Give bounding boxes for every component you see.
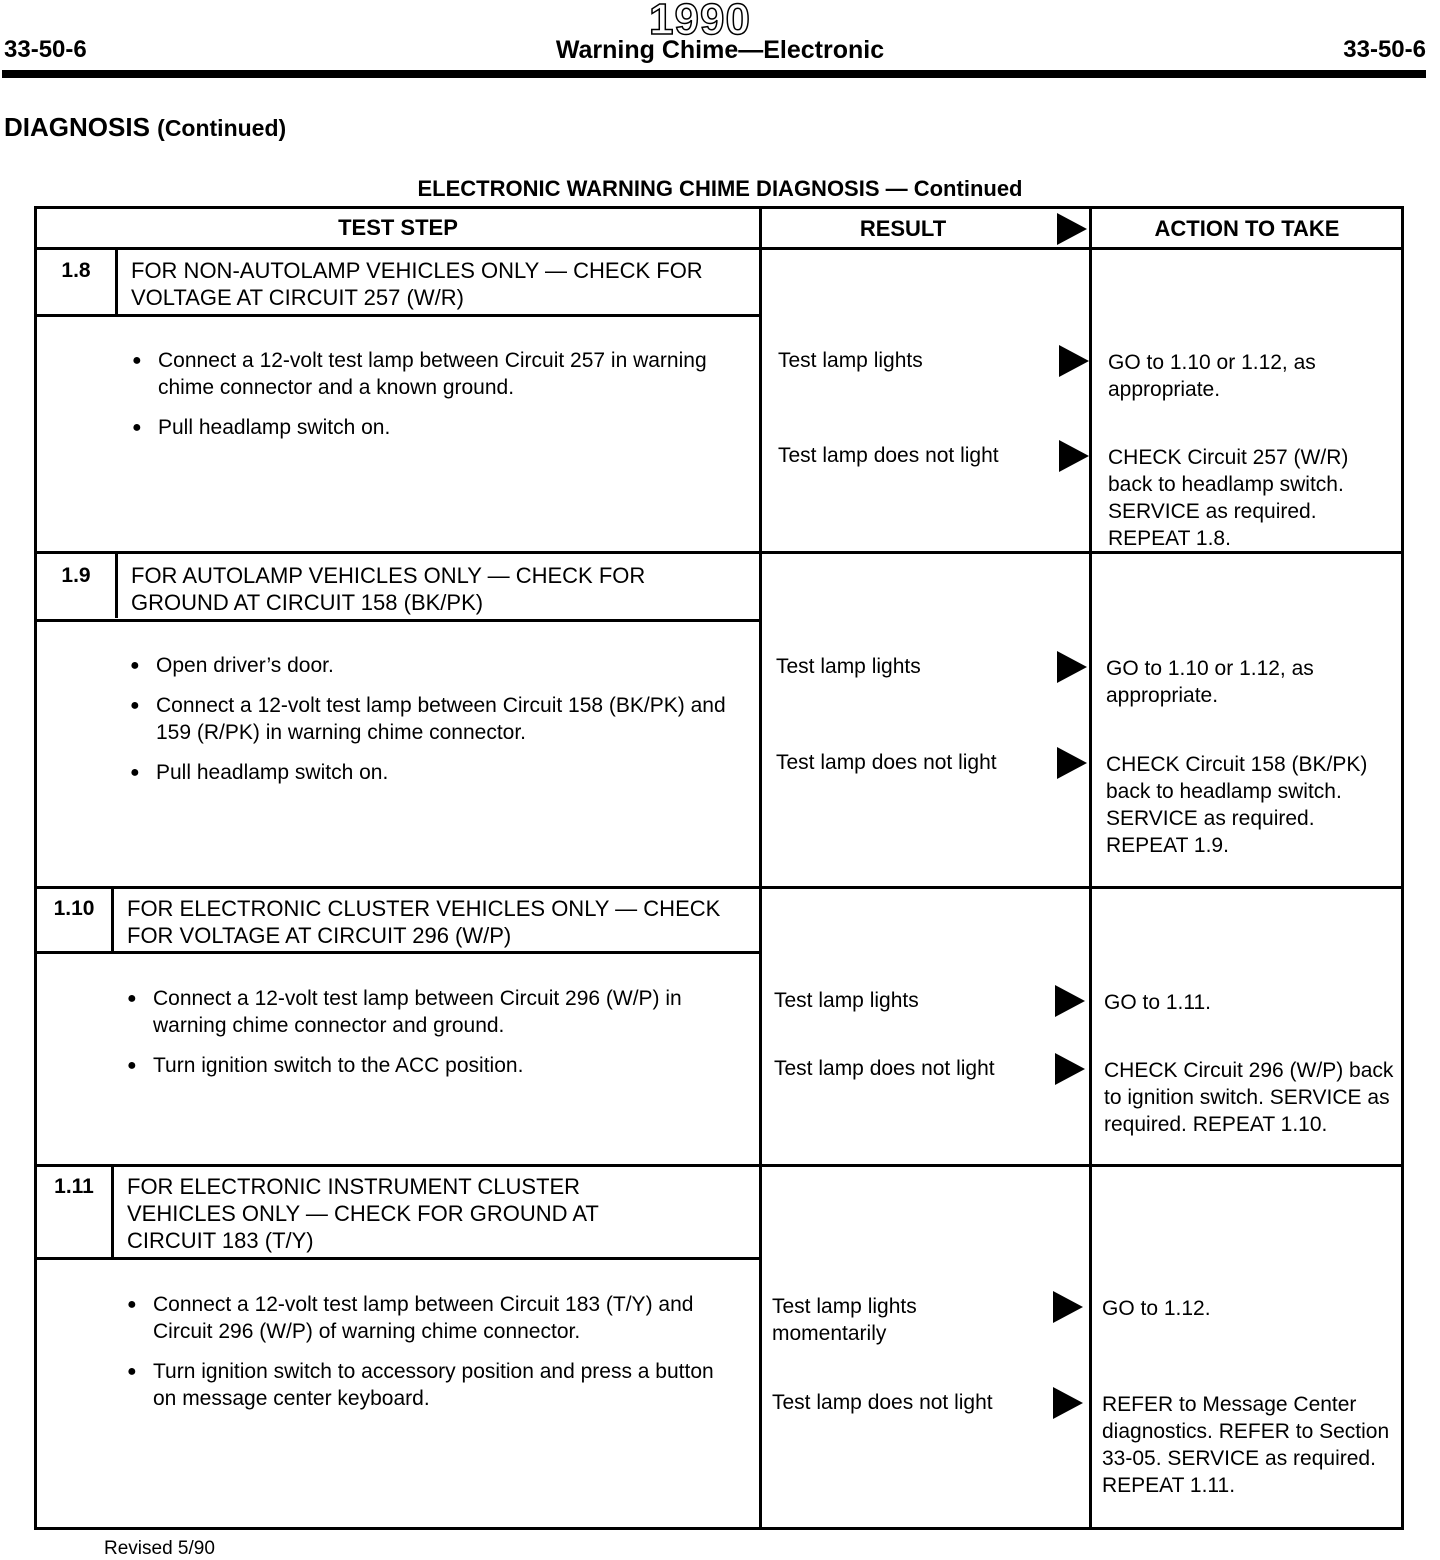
header-result: RESULT [859, 216, 947, 241]
result-arrow-icon [1059, 345, 1089, 377]
result-text: Test lamp does not light [778, 444, 999, 467]
action-text: CHECK Circuit 296 (W/P) back to ignition switch. SERVICE as required. REPEAT 1.10. [1104, 1059, 1394, 1136]
page-title: Warning Chime—Electronic [555, 36, 885, 64]
diagnosis-table [34, 206, 1404, 1530]
result-text: Test lamp lights [774, 989, 919, 1012]
action-text: GO to 1.12. [1102, 1297, 1211, 1320]
step-bullets [127, 1291, 737, 1425]
result-arrow-icon [1057, 747, 1087, 779]
step-bullet: ● Open driver’s door. [130, 652, 730, 679]
section-title: DIAGNOSIS [4, 112, 150, 142]
page-number-right: 33-50-6 [1343, 36, 1426, 63]
step-bullets [130, 652, 730, 799]
step-title-divider [37, 314, 759, 317]
result-arrow-icon [1059, 440, 1089, 472]
column-divider [1089, 209, 1092, 1527]
table-title: ELECTRONIC WARNING CHIME DIAGNOSIS — Continued [417, 176, 1023, 201]
header-arrow-icon [1057, 213, 1087, 245]
step-divider [37, 551, 1401, 554]
header-divider [37, 247, 1401, 250]
header-test-step: TEST STEP [338, 215, 458, 240]
step-bullet: ● Pull headlamp switch on. [130, 759, 730, 786]
result-text: Test lamp lights momentarily [772, 1295, 917, 1345]
step-title: FOR NON-AUTOLAMP VEHICLES ONLY — CHECK FOR VOLTAGE AT CIRCUIT 257 (W/R) [131, 258, 703, 310]
result-arrow-icon [1055, 1053, 1085, 1085]
step-bullet: ● Connect a 12-volt test lamp between Circuit 158 (BK/PK) and 159 (R/PK) in warning chime connector. [130, 692, 730, 746]
action-text: CHECK Circuit 257 (W/R) back to headlamp switch. SERVICE as required. REPEAT 1.8. [1108, 446, 1349, 550]
page-number-left: 33-50-6 [4, 36, 87, 63]
action-text: CHECK Circuit 158 (BK/PK) back to headlamp switch. SERVICE as required. REPEAT 1.9. [1106, 753, 1368, 857]
step-title: FOR ELECTRONIC CLUSTER VEHICLES ONLY — CHECK FOR VOLTAGE AT CIRCUIT 296 (W/P) [127, 896, 721, 948]
column-divider [759, 209, 762, 1527]
action-text: GO to 1.11. [1104, 991, 1211, 1014]
header-action: ACTION TO TAKE [1154, 216, 1340, 241]
step-bullet: ● Connect a 12-volt test lamp between Circuit 183 (T/Y) and Circuit 296 (W/P) of warning chime connector. [127, 1291, 737, 1345]
result-text: Test lamp does not light [776, 751, 997, 774]
step-bullet: ● Turn ignition switch to accessory position and press a button on message center keyboard. [127, 1358, 737, 1412]
result-arrow-icon [1055, 985, 1085, 1017]
year-mark: 1990 [649, 0, 751, 44]
step-bullet: ● Connect a 12-volt test lamp between Circuit 296 (W/P) in warning chime connector and ground. [127, 985, 727, 1039]
revision-note: Revised 5/90 [104, 1538, 215, 1559]
result-text: Test lamp does not light [772, 1391, 993, 1414]
step-number: 1.9 [61, 564, 91, 587]
section-heading [4, 112, 286, 143]
step-number: 1.8 [61, 259, 91, 282]
step-title-divider [37, 1257, 759, 1260]
result-arrow-icon [1053, 1291, 1083, 1323]
action-text: GO to 1.10 or 1.12, as appropriate. [1106, 657, 1314, 707]
step-bullets [127, 985, 727, 1092]
step-title: FOR ELECTRONIC INSTRUMENT CLUSTER VEHICLES ONLY — CHECK FOR GROUND AT CIRCUIT 183 (T/Y) [127, 1174, 599, 1253]
result-arrow-icon [1057, 651, 1087, 683]
action-text: REFER to Message Center diagnostics. REFER to Section 33-05. SERVICE as required. REPEAT 1.11. [1102, 1393, 1390, 1497]
step-bullet: ● Pull headlamp switch on. [132, 414, 732, 441]
step-number: 1.10 [53, 897, 95, 920]
result-text: Test lamp lights [776, 655, 921, 678]
result-text: Test lamp lights [778, 349, 923, 372]
action-text: GO to 1.10 or 1.12, as appropriate. [1108, 351, 1316, 401]
step-title-divider [37, 619, 759, 622]
step-number: 1.11 [54, 1175, 94, 1198]
step-bullets [132, 347, 732, 454]
header-rule [2, 70, 1426, 78]
result-text: Test lamp does not light [774, 1057, 995, 1080]
step-bullet: ● Connect a 12-volt test lamp between Circuit 257 in warning chime connector and a known ground. [132, 347, 732, 401]
result-arrow-icon [1053, 1387, 1083, 1419]
step-title: FOR AUTOLAMP VEHICLES ONLY — CHECK FOR GROUND AT CIRCUIT 158 (BK/PK) [131, 563, 646, 615]
step-title-divider [37, 951, 759, 954]
section-subtitle: (Continued) [157, 115, 287, 141]
step-bullet: ● Turn ignition switch to the ACC position. [127, 1052, 727, 1079]
step-divider [37, 886, 1401, 889]
step-divider [37, 1164, 1401, 1167]
